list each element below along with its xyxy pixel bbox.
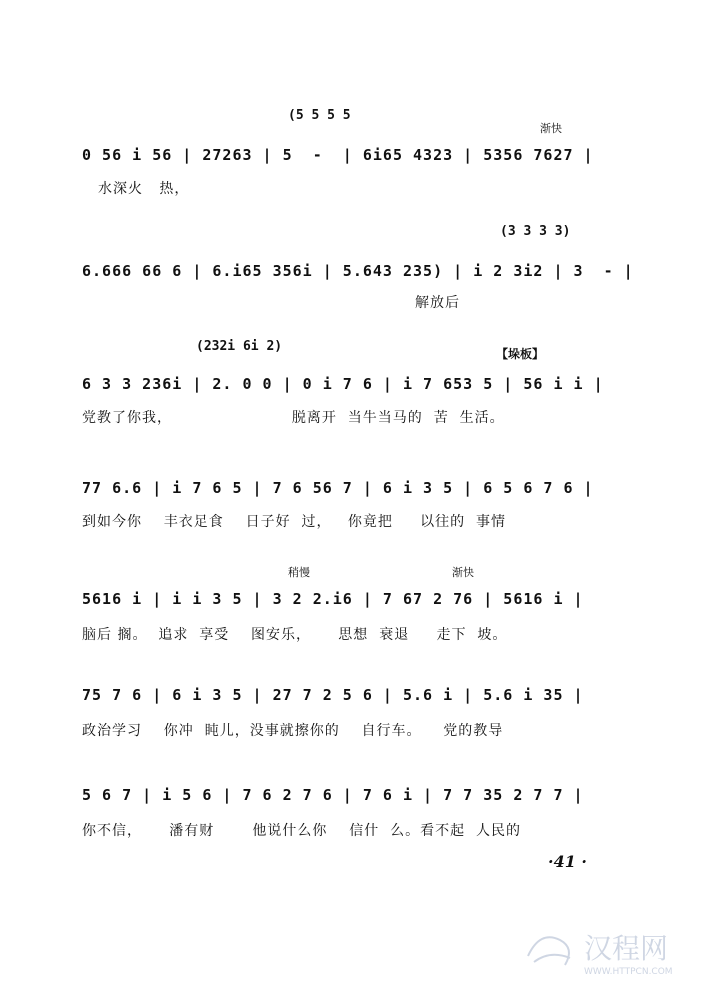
tempo-marking-left: 稍慢: [288, 566, 310, 579]
lyrics-line: 脑后 搁。 追求 享受 图安乐， 思想 衰退 走下 坡。: [82, 627, 508, 643]
tempo-marking: 渐快: [540, 122, 562, 135]
notation-line: 6.666 66 6 | 6.i65 356i | 5.643 235) | i 2 3i2 | 3 - |: [82, 262, 634, 280]
notation-line: 0 56 i 56 | 27263 | 5 - | 6i65 4323 | 5356 7627 |: [82, 146, 594, 164]
lyrics-line: 水深火 热，: [98, 181, 190, 197]
notation-line: 77 6.6 | i 7 6 5 | 7 6 56 7 | 6 i 3 5 | 6 5 6 7 6 |: [82, 479, 594, 497]
watermark-text: 汉程网: [584, 932, 669, 965]
watermark-url: WWW.HTTPCN.COM: [584, 967, 673, 977]
lyrics-line: 党教了你我， 脱离开 当牛当马的 苦 生活。: [82, 410, 505, 426]
lyrics-line: 你不信， 潘有财 他说什么你 信什 么。看不起 人民的: [82, 823, 522, 839]
tempo-marking-right: 渐快: [452, 566, 474, 579]
notation-line: 6 3 3 236i | 2. 0 0 | 0 i 7 6 | i 7 653 5 | 56 i i |: [82, 375, 604, 393]
section-marking: 【垛板】: [496, 347, 545, 361]
bracket-notes: (3 3 3 3): [500, 224, 571, 239]
page-number: ·41 ·: [548, 852, 587, 871]
watermark-logo: [520, 920, 700, 980]
bracket-notes: (5 5 5 5: [288, 108, 351, 123]
lyrics-line: 到如今你 丰衣足食 日子好 过， 你竟把 以往的 事情: [82, 514, 507, 530]
lyrics-line: 解放后: [415, 295, 460, 311]
notation-line: 75 7 6 | 6 i 3 5 | 27 7 2 5 6 | 5.6 i | 5.6 i 35 |: [82, 686, 584, 704]
notation-line: 5 6 7 | i 5 6 | 7 6 2 7 6 | 7 6 i | 7 7 35 2 7 7 |: [82, 786, 584, 804]
bracket-notes: (232i 6i 2): [196, 339, 283, 354]
notation-line: 5616 i | i i 3 5 | 3 2 2.i6 | 7 67 2 76 | 5616 i |: [82, 590, 584, 608]
lyrics-line: 政治学习 你冲 盹儿，没事就擦你的 自行车。 党的教导: [82, 723, 504, 739]
